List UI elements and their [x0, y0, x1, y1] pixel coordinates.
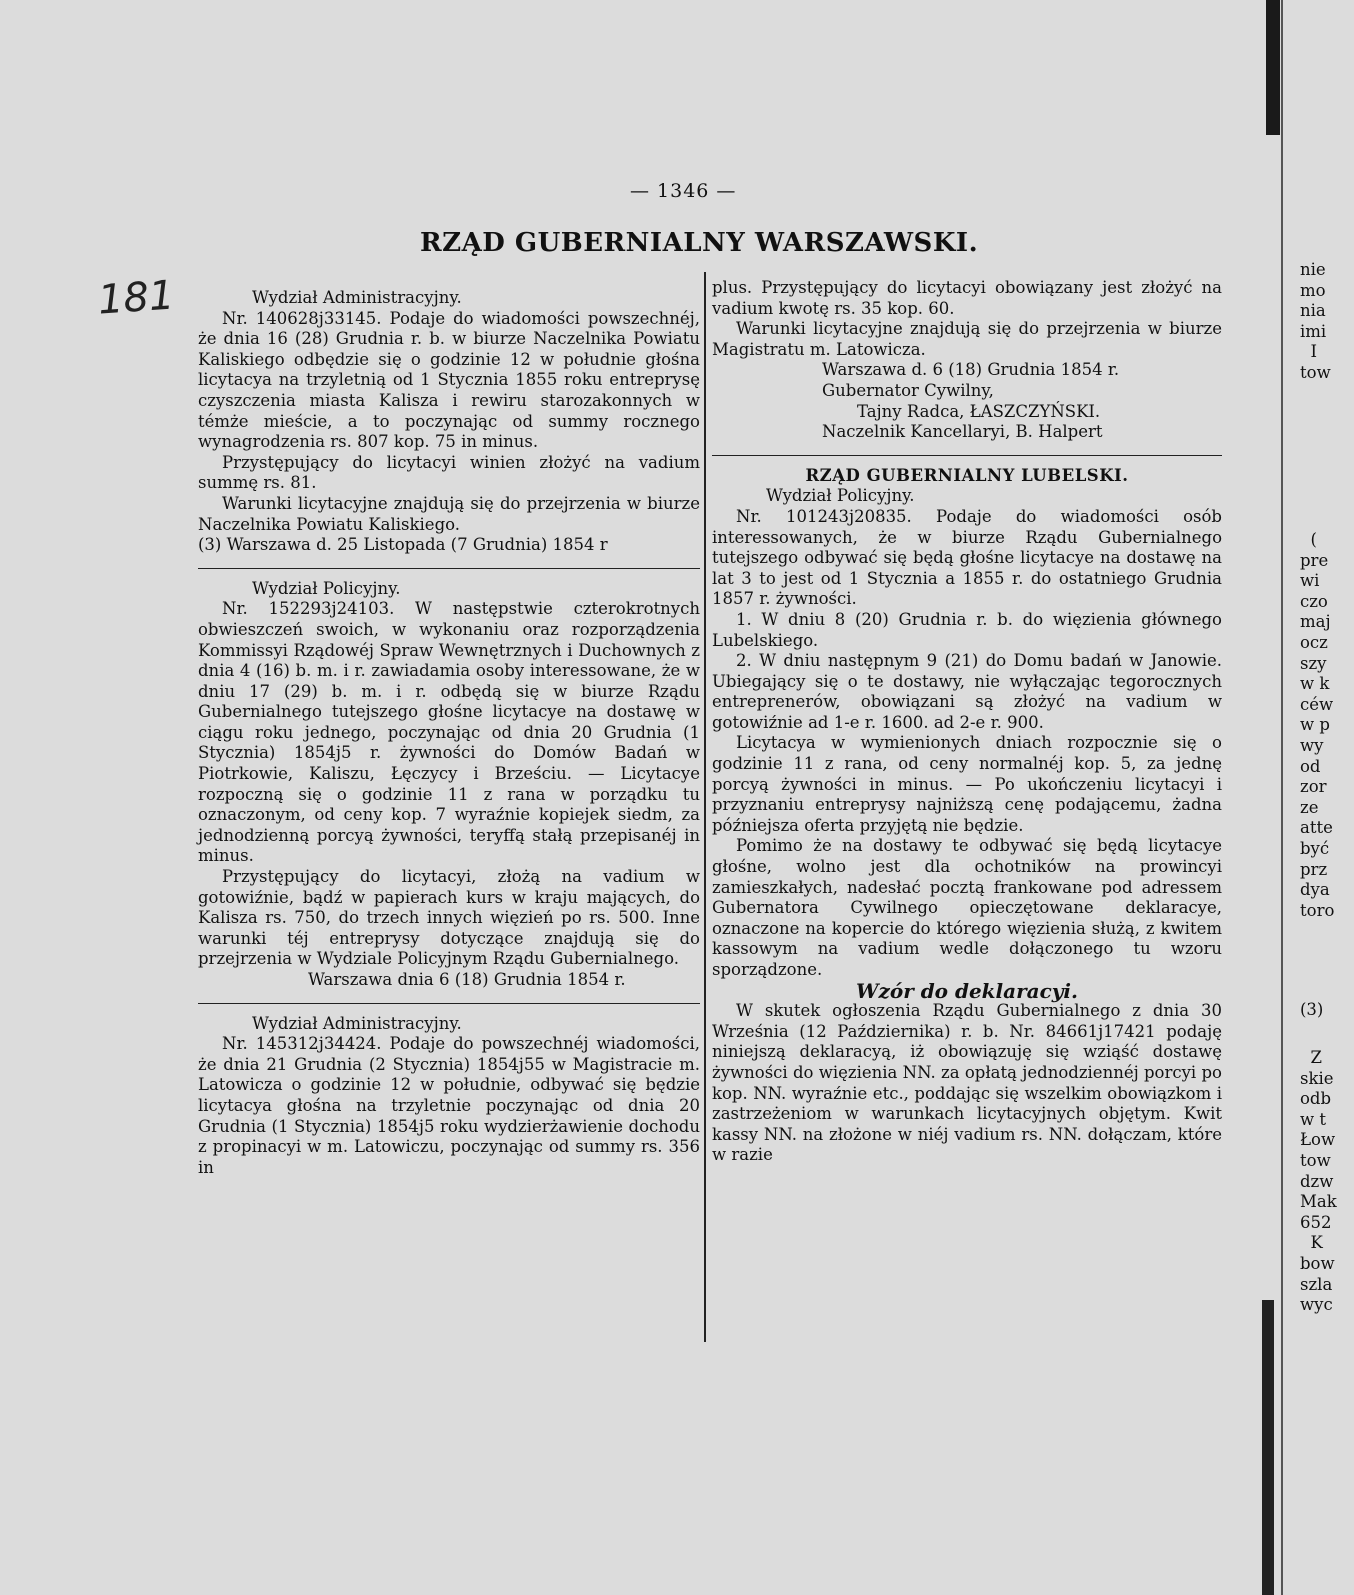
page-fold-shadow-bottom [1262, 1300, 1274, 1595]
notice3-continuation: plus. Przystępujący do licytacyi obowiązany jest złożyć na vadium kwotę rs. 35 kop. 60. [712, 278, 1222, 318]
edge-fragment-c: (3) [1300, 1000, 1324, 1019]
page-fold-shadow [1266, 0, 1280, 135]
edge-fragment-b: ( pre wi czo maj ocz szy w k céw w p wy od zor ze atte być prz dya toro [1300, 530, 1335, 920]
next-page-edge-text-a [1300, 260, 1354, 384]
edge-fragment-a: nie mo nia imi I tow [1300, 260, 1331, 382]
declaration-template-text: W skutek ogłoszenia Rządu Gubernialnego z dnia 30 Września (12 Października) r. b. Nr. 84661j17421 podaję niniejszą deklaracyą, iż obowiązuję się wziąść dostawę żywności do więzienia NN. za opłatą jednodziennéj porcyi po kop. NN. wyraźnie etc., poddając się wszelkim obowiązkom i zastrzeżeniom w warunkach licytacyjnych objętym. Kwit kassy NN. na złożone w niéj vadium rs. NN. dołączam, które w razie [712, 1001, 1222, 1165]
lublin-item-2: 2. W dniu następnym 9 (21) do Domu badań w Janowie. Ubiegający się o te dostawy, nie wyłączając tegorocznych entreprenerów, obowiązani są złożyć na vadium w gotowiźnie ad 1-e r. 1600. ad 2-e r. 900. [712, 651, 1222, 732]
page-gutter-line [1281, 0, 1283, 1595]
lublin-auction-terms: Licytacya w wymienionych dniach rozpocznie się o godzinie 11 z rana, od ceny normalnéj kop. 5, za jednę porcyą żywności in minus. — Po ukończeniu licytacyi i przyznaniu entreprysy najniższą cenę podającemu, żadna późniejsza oferta przyjętą nie będzie. [712, 733, 1222, 835]
notice3-chancellery: Naczelnik Kancellaryi, B. Halpert [822, 422, 1103, 442]
notice2-vadium: Przystępujący do licytacyi, złożą na vadium w gotowiźnie, bądź w papierach kurs w kraju mających, do Kalisza rs. 750, do trzech innych więzień po rs. 500. Inne warunki téj entreprysy dotyczące znajdują się do przejrzenia w Wydziale Policyjnym Rządu Gubernialnego. [198, 867, 700, 969]
notice2-body: Nr. 152293j24103. W następstwie czterokrotnych obwieszczeń swoich, w wykonaniu oraz rozporządzenia Kommissyi Rządowéj Spraw Wewnętrznych i Duchownych z dnia 4 (16) b. m. i r. zawiadamia osoby interessowane, że w dniu 17 (29) b. m. i r. odbędą się w biurze Rządu Gubernialnego tutejszego głośne licytacye na dostawę w ciągu roku jednego, poczynając od dnia 20 Grudnia (1 Stycznia) 1854j5 r. żywności do Domów Badań w Piotrkowie, Kaliszu, Łęczycy i Brześciu. — Licytacye rozpoczną się o godzinie 11 z rana w porządku tu oznaczonym, od ceny kop. 7 wyraźnie kopiejek siedm, za jednodzienną porcyą żywności, teryffą stałą przepisanéj in minus. [198, 599, 700, 866]
section-rule [712, 455, 1222, 456]
edge-fragment-d: Z skie odb w t Łow tow dzw Mak 652 K bow szla wyc [1300, 1048, 1337, 1315]
notice3-governor: Gubernator Cywilny, [822, 380, 994, 400]
notice3-department: Wydział Administracyjny. [252, 1013, 462, 1033]
notice1-conditions: Warunki licytacyjne znajdują się do przejrzenia w biurze Naczelnika Powiatu Kaliskiego. [198, 493, 700, 534]
notice1-body: Nr. 140628j33145. Podaje do wiadomości powszechnéj, że dnia 16 (28) Grudnia r. b. w biurze Naczelnika Powiatu Kaliskiego odbędzie się o godzinie 12 w południe głośna licytacya na trzyletnią od 1 Stycznia 1855 roku entreprysę czyszczenia miasta Kalisza i rewiru starozakonnych w témże mieście, a to poczynając od summy rocznego wynagrodzenia rs. 807 kop. 75 in minus. [198, 308, 700, 452]
notice3-body: Nr. 145312j34424. Podaje do powszechnéj wiadomości, że dnia 21 Grudnia (2 Stycznia) 1854j55 w Magistracie m. Latowicza o godzinie 12 w południe, odbywać się będzie licytacya głośna na trzyletnie poczynając od dnia 20 Grudnia (1 Stycznia) 1854j5 roku wydzierżawienie dochodu z propinacyi w m. Latowiczu, poczynając od summy rs. 356 in [198, 1034, 700, 1177]
section-rule [198, 568, 700, 569]
handwritten-page-mark: 181 [96, 272, 176, 324]
column-divider [704, 272, 706, 1342]
notice1-department: Wydział Administracyjny. [252, 288, 462, 307]
notice3-councillor: Tajny Radca, ŁASZCZYŃSKI. [857, 401, 1101, 421]
left-column [198, 288, 700, 1178]
lublin-headline: RZĄD GUBERNIALNY LUBELSKI. [805, 465, 1129, 485]
section-rule [198, 1003, 700, 1004]
lublin-item-1: 1. W dniu 8 (20) Grudnia r. b. do więzienia głównego Lubelskiego. [712, 609, 1222, 650]
notice3-place-date: Warszawa d. 6 (18) Grudnia 1854 r. [822, 360, 1120, 380]
headline: RZĄD GUBERNIALNY WARSZAWSKI. [420, 228, 979, 258]
declaration-template-title: Wzór do deklaracyi. [856, 978, 1078, 1003]
notice2-department: Wydział Policyjny. [252, 578, 401, 598]
next-page-edge-text-c [1300, 1000, 1354, 1021]
next-page-edge-text-b [1300, 530, 1354, 921]
notice1-signature: (3) Warszawa d. 25 Listopada (7 Grudnia) 1854 r [198, 535, 608, 555]
lublin-written-offers: Pomimo że na dostawy te odbywać się będą licytacye głośne, wolno jest dla ochotników na prowincyi zamieszkałych, nadesłać pocztą frankowane pod adressem Gubernatora Cywilnego opieczętowane deklaracye, oznaczone na kopercie do którego więzienia służą, z kwitem kassowym na vadium wedle dołączonego tu wzoru sporządzone. [712, 836, 1222, 979]
notice1-vadium: Przystępujący do licytacyi winien złożyć na vadium summę rs. 81. [198, 452, 700, 493]
right-column [712, 278, 1222, 1166]
notice2-signature: Warszawa dnia 6 (18) Grudnia 1854 r. [308, 970, 626, 989]
next-page-edge-text-d [1300, 1048, 1354, 1316]
lublin-department: Wydział Policyjny. [766, 486, 915, 506]
notice3-conditions: Warunki licytacyjne znajdują się do przejrzenia w biurze Magistratu m. Latowicza. [712, 319, 1222, 359]
page-number: — 1346 — [630, 180, 737, 202]
lublin-body: Nr. 101243j20835. Podaje do wiadomości osób interessowanych, że w biurze Rządu Gubernialnego tutejszego odbywać się będą głośne licytacye na dostawę na lat 3 to jest od 1 Stycznia a 1855 r. do ostatniego Grudnia 1857 r. żywności. [712, 506, 1222, 609]
